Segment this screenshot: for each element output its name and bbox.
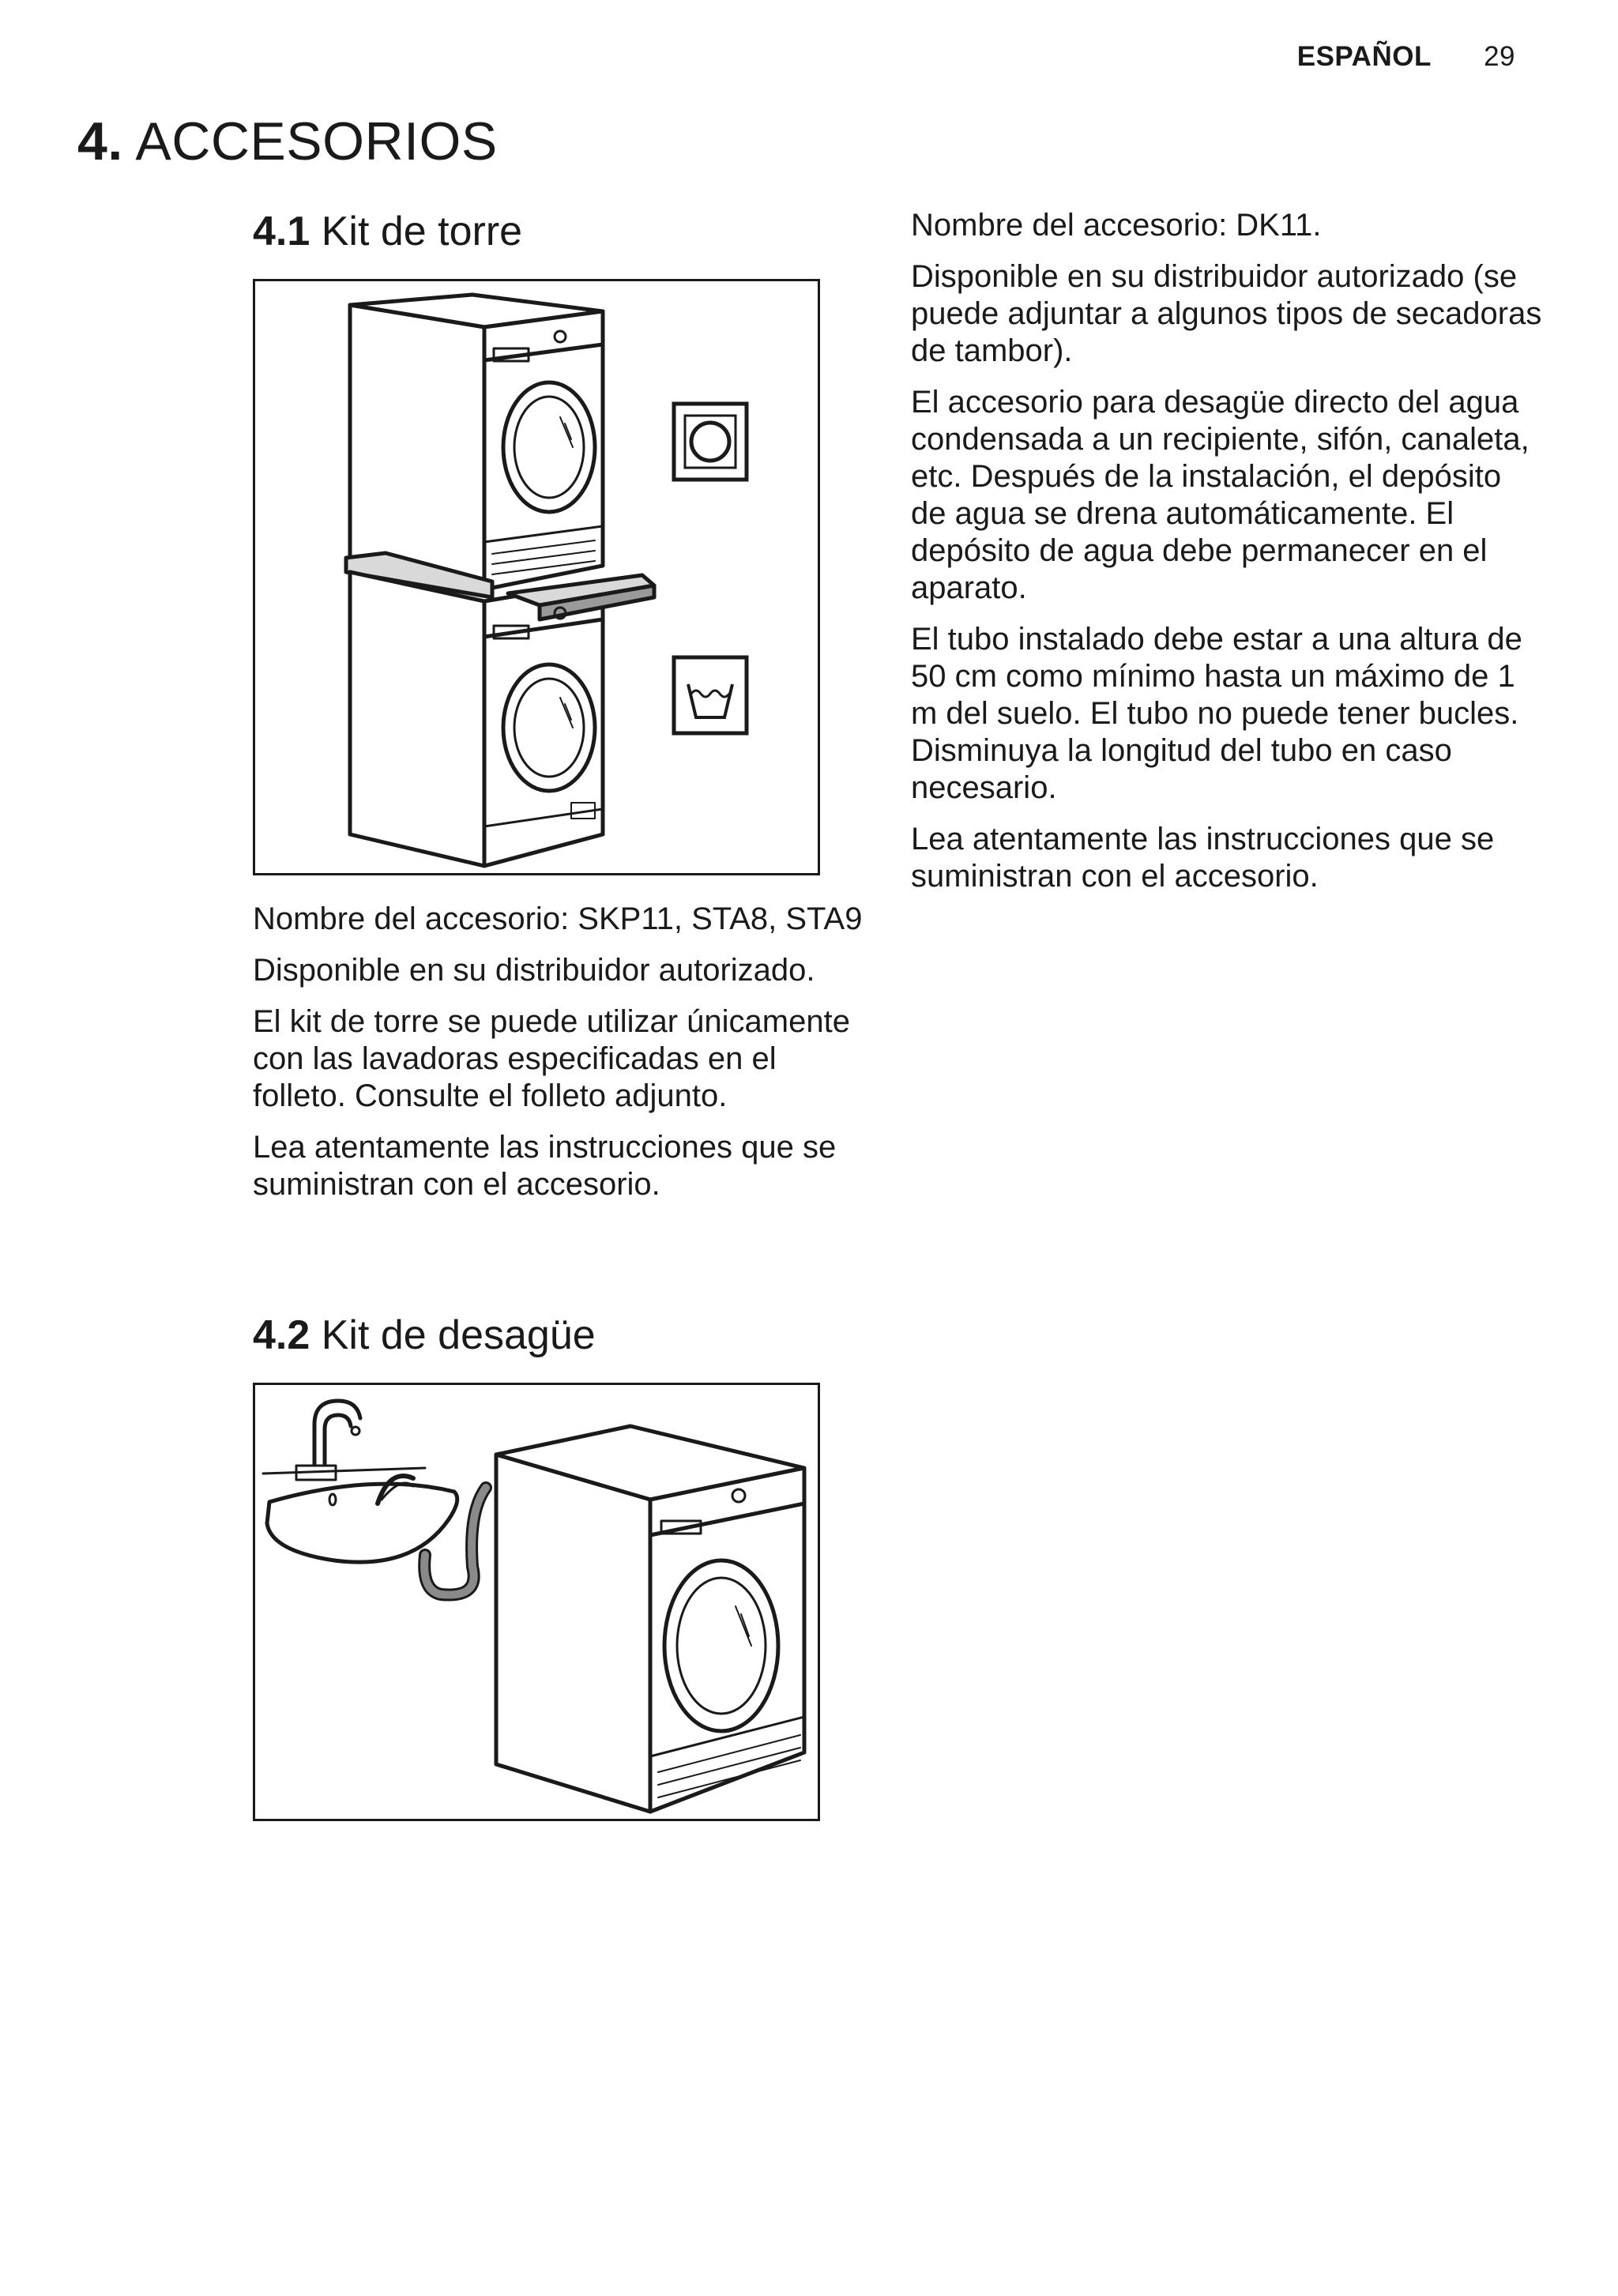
tower-kit-drawing xyxy=(255,281,818,873)
paragraph: El kit de torre se puede utilizar únicamente con las lavadoras especificadas en el folleto. Consulte el folleto adjunto. xyxy=(253,1004,850,1113)
section-title-drain-kit xyxy=(253,1308,869,1363)
section-number: 4.2 xyxy=(253,1312,310,1358)
chapter-number: 4. xyxy=(77,111,123,171)
chapter-title-text: ACCESORIOS xyxy=(135,111,498,171)
section-number: 4.1 xyxy=(253,209,310,254)
section-title-text: Kit de torre xyxy=(321,209,523,254)
drain-kit-illustration xyxy=(253,1383,820,1821)
paragraph: El accesorio para desagüe directo del agua condensada a un recipiente, sifón, canaleta, etc. Después de la instalación, el depósito de agua se drena automáticamente. El depósito de agua debe permanecer en el aparato. xyxy=(911,385,1530,605)
page-number: 29 xyxy=(1484,41,1515,72)
right-column xyxy=(911,207,1543,909)
tower-kit-illustration xyxy=(253,279,820,875)
left-column xyxy=(253,204,869,259)
paragraph: Nombre del accesorio: DK11. xyxy=(911,208,1322,243)
page-header xyxy=(1297,41,1515,73)
section-title-tower-kit xyxy=(253,204,869,259)
drain-kit-drawing xyxy=(255,1385,818,1819)
section-title-text: Kit de desagüe xyxy=(321,1312,596,1358)
paragraph: El tubo instalado debe estar a una altura de 50 cm como mínimo hasta un máximo de 1 m del suelo. El tubo no puede tener bucles. Disminuya la longitud del tubo en caso necesario. xyxy=(911,622,1522,805)
chapter-title xyxy=(77,111,498,172)
paragraph: Nombre del accesorio: SKP11, STA8, STA9 xyxy=(253,901,863,936)
header-language: ESPAÑOL xyxy=(1296,41,1432,72)
paragraph: Lea atentamente las instrucciones que se suministran con el accesorio. xyxy=(911,822,1495,894)
washer-symbol-icon xyxy=(674,657,747,733)
paragraph: Lea atentamente las instrucciones que se suministran con el accesorio. xyxy=(253,1130,837,1202)
left-column-text xyxy=(253,901,869,1218)
left-column-section-2 xyxy=(253,1308,869,1363)
dryer-symbol-icon xyxy=(674,404,747,480)
paragraph: Disponible en su distribuidor autorizado (se puede adjuntar a algunos tipos de secadoras de tambor). xyxy=(911,259,1542,368)
paragraph: Disponible en su distribuidor autorizado. xyxy=(253,953,815,988)
